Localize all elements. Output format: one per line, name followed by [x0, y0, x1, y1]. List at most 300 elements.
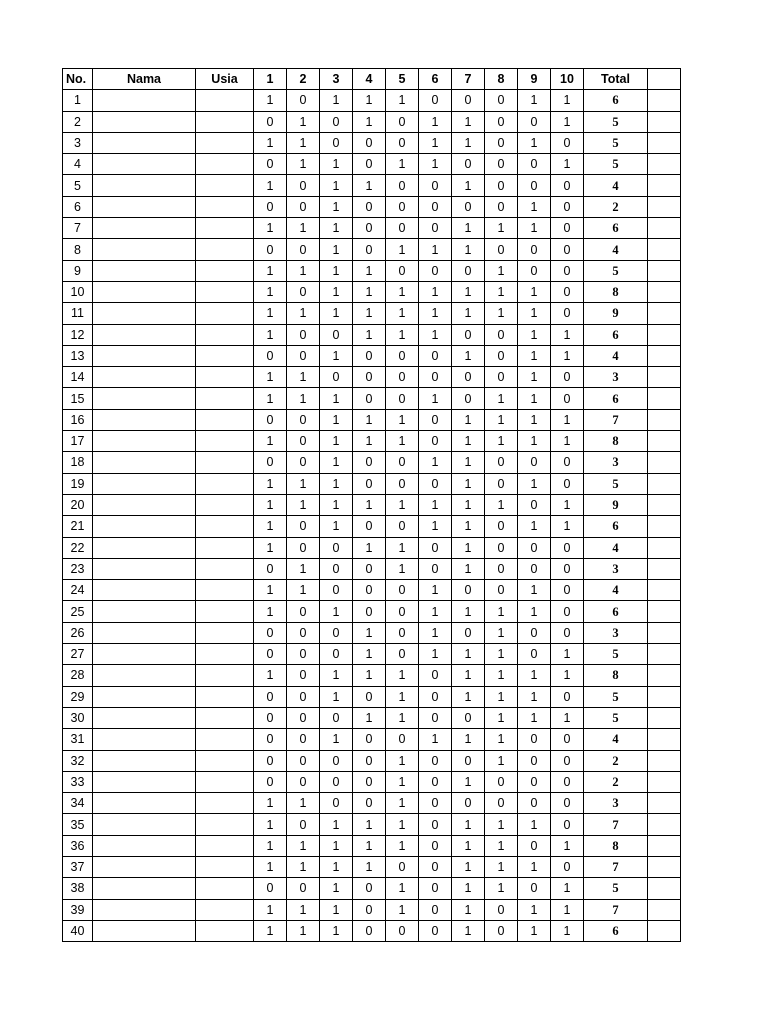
cell-nama: [93, 388, 196, 409]
cell-score-4: 0: [353, 218, 386, 239]
cell-score-7: 1: [452, 494, 485, 515]
cell-score-8: 1: [485, 218, 518, 239]
cell-score-2: 0: [287, 644, 320, 665]
cell-score-8: 1: [485, 878, 518, 899]
cell-score-6: 0: [419, 218, 452, 239]
cell-score-6: 1: [419, 239, 452, 260]
cell-score-8: 0: [485, 239, 518, 260]
cell-score-6: 0: [419, 367, 452, 388]
cell-score-8: 1: [485, 409, 518, 430]
cell-score-1: 1: [254, 580, 287, 601]
cell-usia: [196, 878, 254, 899]
cell-score-10: 1: [551, 516, 584, 537]
cell-nama: [93, 516, 196, 537]
cell-score-2: 0: [287, 622, 320, 643]
cell-extra: [648, 899, 681, 920]
cell-score-7: 1: [452, 899, 485, 920]
table-row: [63, 665, 681, 686]
cell-score-5: 0: [386, 367, 419, 388]
cell-usia: [196, 899, 254, 920]
cell-score-2: 1: [287, 580, 320, 601]
cell-score-4: 0: [353, 580, 386, 601]
cell-nama: [93, 686, 196, 707]
cell-extra: [648, 431, 681, 452]
cell-score-6: 1: [419, 281, 452, 302]
cell-score-5: 1: [386, 686, 419, 707]
cell-nama: [93, 281, 196, 302]
cell-no: 14: [63, 367, 93, 388]
cell-score-6: 1: [419, 644, 452, 665]
cell-score-5: 1: [386, 494, 419, 515]
cell-usia: [196, 175, 254, 196]
cell-extra: [648, 920, 681, 941]
table-row: [63, 622, 681, 643]
cell-extra: [648, 771, 681, 792]
cell-total: 5: [584, 473, 648, 494]
cell-extra: [648, 856, 681, 877]
cell-score-6: 0: [419, 814, 452, 835]
cell-score-9: 1: [518, 324, 551, 345]
cell-score-9: 1: [518, 516, 551, 537]
cell-score-3: 1: [320, 835, 353, 856]
cell-score-3: 1: [320, 239, 353, 260]
cell-no: 2: [63, 111, 93, 132]
cell-score-4: 1: [353, 707, 386, 728]
cell-extra: [648, 196, 681, 217]
cell-no: 27: [63, 644, 93, 665]
cell-score-2: 0: [287, 409, 320, 430]
cell-score-7: 1: [452, 516, 485, 537]
cell-score-3: 1: [320, 686, 353, 707]
cell-score-3: 0: [320, 367, 353, 388]
cell-nama: [93, 409, 196, 430]
cell-score-8: 0: [485, 367, 518, 388]
cell-extra: [648, 878, 681, 899]
header-total: Total: [584, 69, 648, 90]
cell-score-5: 0: [386, 856, 419, 877]
cell-score-3: 0: [320, 644, 353, 665]
cell-usia: [196, 920, 254, 941]
cell-score-6: 1: [419, 494, 452, 515]
cell-no: 21: [63, 516, 93, 537]
cell-score-7: 1: [452, 239, 485, 260]
cell-score-1: 0: [254, 771, 287, 792]
table-row: [63, 409, 681, 430]
cell-score-6: 1: [419, 132, 452, 153]
cell-total: 6: [584, 90, 648, 111]
cell-no: 35: [63, 814, 93, 835]
cell-score-3: 0: [320, 771, 353, 792]
cell-score-2: 0: [287, 707, 320, 728]
cell-total: 2: [584, 750, 648, 771]
cell-score-6: 1: [419, 303, 452, 324]
cell-nama: [93, 537, 196, 558]
cell-total: 4: [584, 537, 648, 558]
cell-score-5: 0: [386, 644, 419, 665]
cell-total: 7: [584, 856, 648, 877]
cell-score-7: 0: [452, 324, 485, 345]
cell-score-2: 1: [287, 835, 320, 856]
table-row: [63, 239, 681, 260]
cell-score-2: 0: [287, 324, 320, 345]
cell-score-8: 0: [485, 899, 518, 920]
cell-score-8: 1: [485, 686, 518, 707]
table-row: [63, 90, 681, 111]
table-row: [63, 132, 681, 153]
cell-score-10: 1: [551, 345, 584, 366]
cell-extra: [648, 558, 681, 579]
cell-nama: [93, 856, 196, 877]
cell-usia: [196, 835, 254, 856]
cell-nama: [93, 814, 196, 835]
cell-score-5: 1: [386, 281, 419, 302]
cell-total: 5: [584, 644, 648, 665]
header-item-9: 9: [518, 69, 551, 90]
cell-usia: [196, 452, 254, 473]
cell-nama: [93, 622, 196, 643]
cell-score-4: 0: [353, 154, 386, 175]
cell-no: 18: [63, 452, 93, 473]
cell-score-10: 0: [551, 601, 584, 622]
cell-score-4: 1: [353, 431, 386, 452]
cell-score-6: 1: [419, 111, 452, 132]
cell-score-1: 1: [254, 132, 287, 153]
cell-score-5: 0: [386, 260, 419, 281]
cell-score-5: 1: [386, 750, 419, 771]
cell-score-10: 0: [551, 452, 584, 473]
table-row: [63, 537, 681, 558]
cell-score-3: 1: [320, 388, 353, 409]
cell-usia: [196, 494, 254, 515]
cell-no: 22: [63, 537, 93, 558]
cell-score-1: 0: [254, 111, 287, 132]
cell-score-7: 1: [452, 345, 485, 366]
cell-score-8: 0: [485, 132, 518, 153]
cell-score-9: 1: [518, 303, 551, 324]
table-row: [63, 431, 681, 452]
cell-score-3: 1: [320, 516, 353, 537]
cell-usia: [196, 750, 254, 771]
cell-score-9: 1: [518, 580, 551, 601]
cell-score-6: 0: [419, 771, 452, 792]
cell-score-3: 1: [320, 494, 353, 515]
cell-score-2: 1: [287, 473, 320, 494]
cell-usia: [196, 814, 254, 835]
cell-no: 31: [63, 729, 93, 750]
cell-score-3: 1: [320, 665, 353, 686]
cell-score-9: 1: [518, 90, 551, 111]
cell-score-9: 1: [518, 473, 551, 494]
cell-score-5: 0: [386, 920, 419, 941]
header-no: No.: [63, 69, 93, 90]
cell-usia: [196, 558, 254, 579]
cell-no: 39: [63, 899, 93, 920]
cell-score-8: 1: [485, 622, 518, 643]
cell-score-2: 0: [287, 431, 320, 452]
cell-no: 16: [63, 409, 93, 430]
cell-score-1: 1: [254, 814, 287, 835]
cell-no: 5: [63, 175, 93, 196]
cell-score-6: 0: [419, 835, 452, 856]
cell-score-4: 1: [353, 260, 386, 281]
cell-nama: [93, 771, 196, 792]
cell-score-5: 0: [386, 622, 419, 643]
cell-score-2: 0: [287, 537, 320, 558]
cell-score-4: 1: [353, 175, 386, 196]
header-nama: Nama: [93, 69, 196, 90]
cell-no: 20: [63, 494, 93, 515]
cell-no: 10: [63, 281, 93, 302]
cell-score-10: 0: [551, 622, 584, 643]
cell-score-8: 0: [485, 175, 518, 196]
cell-score-2: 1: [287, 260, 320, 281]
cell-score-5: 1: [386, 154, 419, 175]
cell-nama: [93, 899, 196, 920]
cell-score-2: 0: [287, 665, 320, 686]
cell-usia: [196, 154, 254, 175]
cell-nama: [93, 920, 196, 941]
cell-usia: [196, 409, 254, 430]
cell-score-2: 1: [287, 558, 320, 579]
cell-score-7: 1: [452, 473, 485, 494]
cell-score-5: 1: [386, 814, 419, 835]
cell-total: 8: [584, 431, 648, 452]
cell-no: 6: [63, 196, 93, 217]
cell-score-9: 0: [518, 622, 551, 643]
cell-no: 32: [63, 750, 93, 771]
cell-no: 23: [63, 558, 93, 579]
cell-score-2: 1: [287, 132, 320, 153]
cell-score-3: 1: [320, 260, 353, 281]
cell-score-3: 0: [320, 622, 353, 643]
table-row: [63, 324, 681, 345]
cell-extra: [648, 303, 681, 324]
cell-score-1: 0: [254, 452, 287, 473]
cell-score-3: 1: [320, 303, 353, 324]
cell-score-6: 1: [419, 580, 452, 601]
cell-score-6: 0: [419, 431, 452, 452]
cell-no: 24: [63, 580, 93, 601]
cell-usia: [196, 686, 254, 707]
cell-score-4: 0: [353, 345, 386, 366]
cell-score-7: 0: [452, 367, 485, 388]
cell-extra: [648, 622, 681, 643]
cell-extra: [648, 111, 681, 132]
cell-score-1: 0: [254, 558, 287, 579]
cell-score-2: 0: [287, 345, 320, 366]
cell-score-2: 1: [287, 899, 320, 920]
table-row: [63, 260, 681, 281]
cell-score-5: 0: [386, 452, 419, 473]
cell-extra: [648, 707, 681, 728]
cell-score-6: 0: [419, 558, 452, 579]
cell-score-5: 1: [386, 558, 419, 579]
header-row: [63, 69, 681, 90]
cell-nama: [93, 154, 196, 175]
table-row: [63, 494, 681, 515]
cell-score-8: 1: [485, 814, 518, 835]
cell-score-10: 0: [551, 580, 584, 601]
cell-score-5: 1: [386, 878, 419, 899]
cell-score-6: 1: [419, 324, 452, 345]
cell-score-1: 0: [254, 345, 287, 366]
table-row: [63, 835, 681, 856]
cell-score-8: 0: [485, 920, 518, 941]
table-row: [63, 601, 681, 622]
table-row: [63, 452, 681, 473]
cell-usia: [196, 856, 254, 877]
cell-score-10: 0: [551, 750, 584, 771]
cell-total: 3: [584, 558, 648, 579]
cell-score-8: 0: [485, 111, 518, 132]
cell-score-1: 1: [254, 367, 287, 388]
table-body: [63, 90, 681, 942]
cell-score-10: 0: [551, 281, 584, 302]
header-item-7: 7: [452, 69, 485, 90]
cell-score-8: 1: [485, 281, 518, 302]
cell-score-8: 1: [485, 856, 518, 877]
cell-score-9: 0: [518, 878, 551, 899]
cell-score-8: 1: [485, 494, 518, 515]
header-item-3: 3: [320, 69, 353, 90]
cell-nama: [93, 367, 196, 388]
cell-nama: [93, 324, 196, 345]
cell-score-4: 1: [353, 856, 386, 877]
cell-usia: [196, 665, 254, 686]
cell-no: 12: [63, 324, 93, 345]
cell-score-2: 0: [287, 196, 320, 217]
cell-total: 8: [584, 665, 648, 686]
cell-score-7: 0: [452, 622, 485, 643]
table-row: [63, 154, 681, 175]
cell-nama: [93, 644, 196, 665]
cell-score-4: 1: [353, 303, 386, 324]
cell-score-1: 1: [254, 856, 287, 877]
cell-no: 25: [63, 601, 93, 622]
cell-total: 7: [584, 814, 648, 835]
cell-score-4: 1: [353, 537, 386, 558]
table-row: [63, 920, 681, 941]
cell-usia: [196, 132, 254, 153]
cell-score-8: 0: [485, 516, 518, 537]
cell-score-9: 1: [518, 196, 551, 217]
cell-nama: [93, 665, 196, 686]
cell-score-9: 0: [518, 558, 551, 579]
cell-score-6: 1: [419, 452, 452, 473]
cell-score-10: 0: [551, 132, 584, 153]
cell-score-3: 1: [320, 878, 353, 899]
cell-score-8: 1: [485, 388, 518, 409]
cell-score-10: 1: [551, 899, 584, 920]
cell-extra: [648, 494, 681, 515]
cell-extra: [648, 814, 681, 835]
cell-score-10: 0: [551, 473, 584, 494]
cell-score-1: 1: [254, 601, 287, 622]
cell-no: 37: [63, 856, 93, 877]
cell-no: 3: [63, 132, 93, 153]
cell-score-2: 0: [287, 90, 320, 111]
table-row: [63, 345, 681, 366]
cell-total: 6: [584, 920, 648, 941]
cell-usia: [196, 431, 254, 452]
cell-no: 13: [63, 345, 93, 366]
cell-total: 5: [584, 154, 648, 175]
cell-score-7: 0: [452, 90, 485, 111]
cell-score-1: 1: [254, 388, 287, 409]
cell-score-8: 1: [485, 431, 518, 452]
cell-total: 8: [584, 281, 648, 302]
cell-score-9: 0: [518, 537, 551, 558]
cell-score-1: 1: [254, 431, 287, 452]
table-row: [63, 686, 681, 707]
cell-usia: [196, 793, 254, 814]
cell-usia: [196, 367, 254, 388]
cell-nama: [93, 175, 196, 196]
cell-score-9: 1: [518, 281, 551, 302]
cell-score-2: 1: [287, 367, 320, 388]
cell-score-4: 1: [353, 324, 386, 345]
cell-no: 40: [63, 920, 93, 941]
cell-total: 3: [584, 367, 648, 388]
cell-score-8: 1: [485, 729, 518, 750]
cell-extra: [648, 750, 681, 771]
cell-score-2: 1: [287, 111, 320, 132]
cell-extra: [648, 537, 681, 558]
cell-score-10: 1: [551, 494, 584, 515]
cell-score-7: 1: [452, 835, 485, 856]
cell-total: 9: [584, 494, 648, 515]
cell-score-7: 1: [452, 132, 485, 153]
cell-score-7: 1: [452, 814, 485, 835]
cell-score-8: 1: [485, 835, 518, 856]
cell-score-10: 1: [551, 154, 584, 175]
cell-usia: [196, 601, 254, 622]
cell-score-4: 0: [353, 729, 386, 750]
cell-score-1: 0: [254, 878, 287, 899]
cell-score-7: 0: [452, 154, 485, 175]
cell-score-2: 0: [287, 452, 320, 473]
cell-extra: [648, 218, 681, 239]
cell-score-7: 1: [452, 431, 485, 452]
cell-usia: [196, 218, 254, 239]
cell-score-1: 1: [254, 516, 287, 537]
cell-extra: [648, 154, 681, 175]
cell-nama: [93, 878, 196, 899]
cell-usia: [196, 622, 254, 643]
cell-score-7: 1: [452, 771, 485, 792]
cell-score-5: 1: [386, 303, 419, 324]
cell-score-3: 0: [320, 707, 353, 728]
cell-score-5: 1: [386, 90, 419, 111]
cell-score-9: 1: [518, 345, 551, 366]
cell-score-3: 1: [320, 218, 353, 239]
table-row: [63, 814, 681, 835]
cell-no: 15: [63, 388, 93, 409]
cell-score-10: 0: [551, 771, 584, 792]
cell-score-5: 0: [386, 345, 419, 366]
cell-score-9: 1: [518, 920, 551, 941]
cell-score-7: 1: [452, 218, 485, 239]
cell-no: 28: [63, 665, 93, 686]
cell-nama: [93, 90, 196, 111]
cell-score-7: 1: [452, 175, 485, 196]
cell-score-6: 1: [419, 516, 452, 537]
cell-score-10: 1: [551, 431, 584, 452]
cell-extra: [648, 644, 681, 665]
table-row: [63, 771, 681, 792]
cell-nama: [93, 239, 196, 260]
cell-nama: [93, 303, 196, 324]
